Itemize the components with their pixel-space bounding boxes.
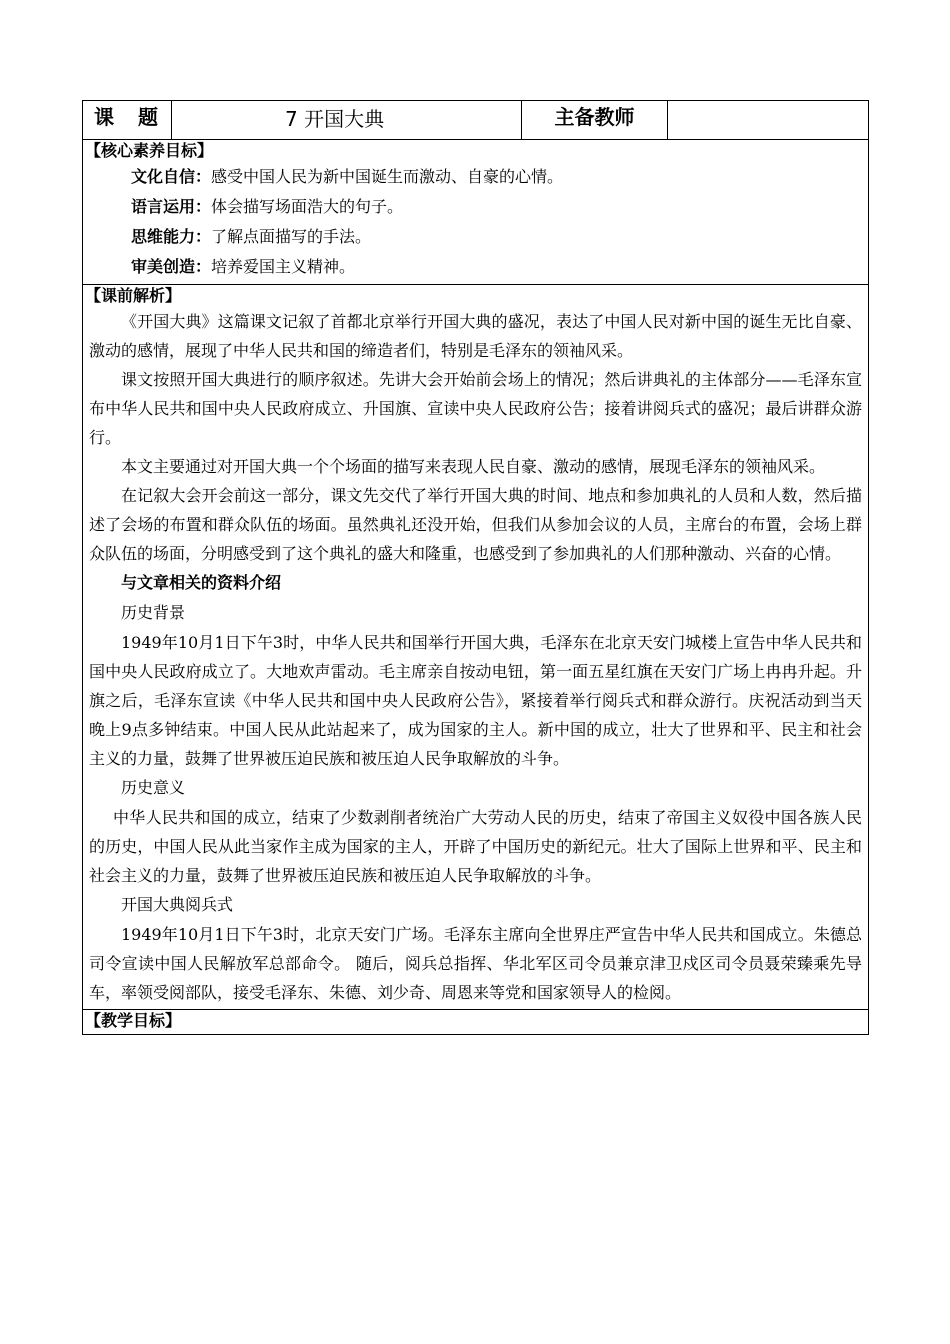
teaching-goals-heading: 【教学目标】 [85,1011,182,1030]
core-goals-heading: 【核心素养目标】 [85,141,214,160]
background-title: 历史背景 [121,603,186,622]
goal-item [89,252,862,282]
goal-text: 感受中国人民为新中国诞生而激动、自豪的心情。 [211,167,564,186]
analysis-heading: 【课前解析】 [85,286,182,305]
lesson-plan-page [82,100,868,1035]
analysis-row [83,285,869,1010]
goal-item [89,162,862,192]
topic-label: 课 题 [83,101,172,140]
goal-label: 思维能力： [131,227,212,246]
significance-text: 中华人民共和国的成立，结束了少数剥削者统治广大劳动人民的历史，结束了帝国主义奴役中国各族人民的历史，中国人民从此当家作主成为国家的主人，开辟了中国历史的新纪元。壮大了国际上世界和平、民主和社会主义的力量，鼓舞了世界被压迫民族和被压迫人民争取解放的斗争。 [89,808,862,885]
background-text: 1949年10月1日下午3时，中华人民共和国举行开国大典，毛泽东在北京天安门城楼上宣告中华人民共和国中央人民政府成立了。大地欢声雷动。毛主席亲自按动电钮，第一面五星红旗在天安门广场上冉冉升起。升旗之后，毛泽东宣读《中华人民共和国中央人民政府公告》，紧接着举行阅兵式和群众游行。庆祝活动到当天晚上9点多钟结束。中国人民从此站起来了，成为国家的主人。新中国的成立，壮大了世界和平、民主和社会主义的力量，鼓舞了世界被压迫民族和被压迫人民争取解放的斗争。 [89,633,862,768]
significance-title: 历史意义 [121,778,186,797]
goal-text: 体会描写场面浩大的句子。 [211,197,404,216]
parade-text: 1949年10月1日下午3时，北京天安门广场。毛泽东主席向全世界庄严宣告中华人民共和国成立。朱德总司令宣读中国人民解放军总部命令。 随后，阅兵总指挥、华北军区司令员兼京津卫戍区司令员聂荣臻乘先导车，率领受阅部队，接受毛泽东、朱德、刘少奇、周恩来等党和国家领导人的检阅。 [89,925,862,1002]
analysis-cell [83,285,869,1010]
core-goals-cell [83,140,869,285]
teacher-value [668,101,869,140]
teacher-label: 主备教师 [522,101,668,140]
goal-label: 审美创造： [131,257,212,276]
lesson-title: 7 开国大典 [172,101,522,140]
goal-item [89,222,862,252]
teaching-goals-cell [83,1010,869,1035]
goal-label: 语言运用： [131,197,212,216]
header-row [83,101,869,140]
goal-text: 培养爱国主义精神。 [211,257,356,276]
teaching-goals-row [83,1010,869,1035]
analysis-paragraph: 课文按照开国大典进行的顺序叙述。先讲大会开始前会场上的情况；然后讲典礼的主体部分——毛泽东宣布中华人民共和国中央人民政府成立、升国旗、宣读中央人民政府公告；接着讲阅兵式的盛况；最后讲群众游行。 [89,370,862,447]
lesson-plan-table [82,100,869,1035]
analysis-paragraph: 《开国大典》这篇课文记叙了首都北京举行开国大典的盛况，表达了中国人民对新中国的诞生无比自豪、激动的感情，展现了中华人民共和国的缔造者们，特别是毛泽东的领袖风采。 [89,312,862,360]
analysis-paragraph: 本文主要通过对开国大典一个个场面的描写来表现人民自豪、激动的感情，展现毛泽东的领袖风采。 [121,457,826,476]
goal-item [89,192,862,222]
parade-title: 开国大典阅兵式 [121,895,234,914]
goal-text: 了解点面描写的手法。 [211,227,372,246]
materials-heading: 与文章相关的资料介绍 [121,573,282,592]
goal-label: 文化自信： [131,167,212,186]
analysis-paragraph: 在记叙大会开会前这一部分，课文先交代了举行开国大典的时间、地点和参加典礼的人员和人数，然后描述了会场的布置和群众队伍的场面。虽然典礼还没开始，但我们从参加会议的人员，主席台的布置，会场上群众队伍的场面，分明感受到了这个典礼的盛大和隆重，也感受到了参加典礼的人们那种激动、兴奋的心情。 [89,486,862,563]
core-goals-row [83,140,869,285]
